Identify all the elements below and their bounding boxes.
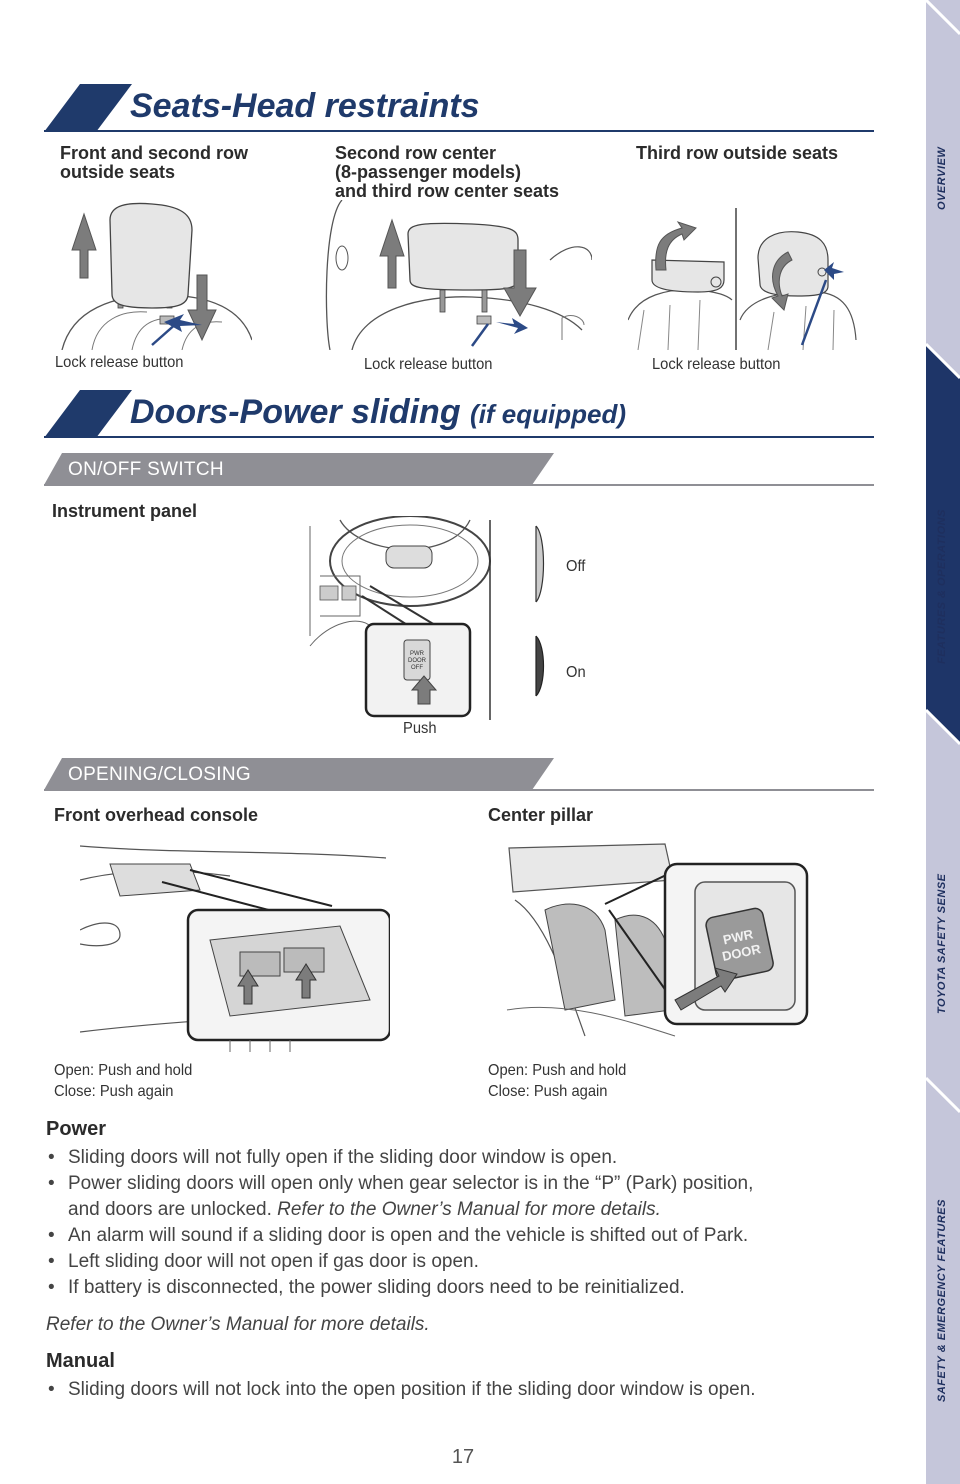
manual-bullet-list	[46, 1377, 886, 1403]
off-label: Off	[566, 558, 586, 575]
instrument-panel-illustration	[300, 516, 600, 726]
pwr-text: PWR	[410, 651, 424, 657]
seat-label-center: Second row center (8-passenger models) and third row center seats	[335, 143, 560, 201]
overhead-close-caption: Close: Push again	[54, 1083, 174, 1100]
onoff-subheader	[44, 453, 874, 487]
seat-label-third: Third row outside seats	[636, 143, 839, 163]
section-title-seats: Seats-Head restraints	[130, 87, 480, 125]
instrument-panel-label: Instrument panel	[52, 501, 198, 521]
power-bullet-5: • If battery is disconnected, the power sliding doors need to be reinitialized.	[46, 1275, 886, 1301]
opening-subheader	[44, 758, 874, 792]
power-reference-note: Refer to the Owner’s Manual for more details.	[46, 1314, 430, 1335]
pwr-button-text: PWR	[721, 926, 755, 948]
seat-label-front: Front and second row outside seats	[60, 143, 249, 182]
pillar-close-caption: Close: Push again	[488, 1083, 608, 1100]
lock-release-caption-2: Lock release button	[364, 356, 493, 373]
onoff-subheader-text: ON/OFF SWITCH	[68, 459, 224, 480]
manual-heading: Manual	[46, 1350, 115, 1372]
on-label: On	[566, 664, 586, 681]
opening-subheader-text: OPENING/CLOSING	[68, 764, 251, 785]
power-heading: Power	[46, 1118, 107, 1140]
center-pillar-label: Center pillar	[488, 805, 594, 825]
seats-section-header	[44, 84, 874, 132]
front-overhead-console-label: Front overhead console	[54, 805, 259, 825]
power-bullet-list	[46, 1145, 886, 1301]
center-pillar-illustration	[505, 840, 811, 1040]
side-navigation: OVERVIEW FEATURES & OPERATIONS TOYOTA SAFETY SENSE SAFETY & EMERGENCY FEATURES	[926, 0, 960, 1484]
lock-release-caption-3: Lock release button	[652, 356, 781, 373]
section-title-doors: Doors-Power sliding (if equipped)	[130, 393, 627, 431]
pillar-open-caption: Open: Push and hold	[488, 1062, 627, 1079]
front-seat-headrest-illustration	[52, 200, 252, 350]
page-number: 17	[451, 1446, 475, 1468]
power-bullet-3: • An alarm will sound if a sliding door is open and the vehicle is shifted out of Park.	[46, 1223, 886, 1249]
overhead-console-illustration	[80, 840, 390, 1052]
power-bullet-2: • Power sliding doors will open only when gear selector is in the “P” (Park) position, and doors are unlocked. Refer to the Owner’s Manual for more details.	[46, 1171, 886, 1223]
manual-bullet-1: • Sliding doors will not lock into the open position if the sliding door window is open.	[46, 1377, 886, 1403]
power-bullet-1: • Sliding doors will not fully open if the sliding door window is open.	[46, 1145, 886, 1171]
lock-release-caption-1: Lock release button	[55, 354, 184, 371]
door-text: DOOR	[408, 658, 426, 664]
push-label: Push	[403, 720, 437, 737]
doors-section-header	[44, 390, 874, 438]
power-bullet-4: • Left sliding door will not open if gas door is open.	[46, 1249, 886, 1275]
overhead-open-caption: Open: Push and hold	[54, 1062, 193, 1079]
off-text: OFF	[411, 665, 423, 671]
center-seat-headrest-illustration	[322, 200, 592, 350]
door-button-text: DOOR	[720, 941, 763, 964]
third-row-headrest-illustration	[628, 200, 858, 350]
